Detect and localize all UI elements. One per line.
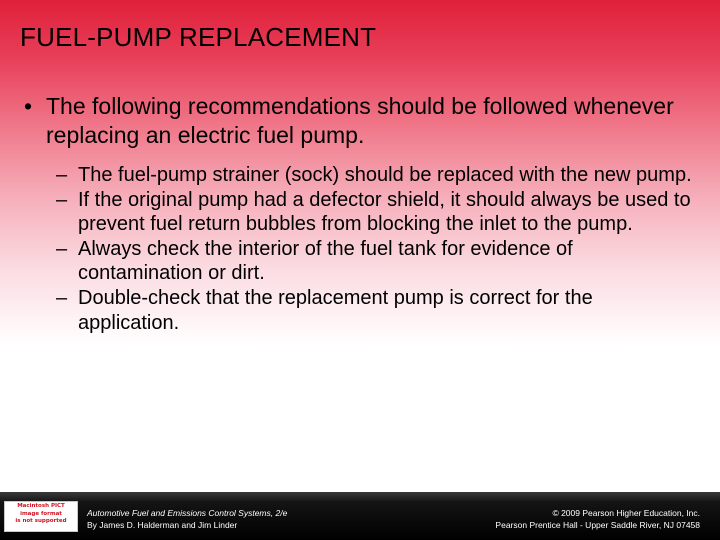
dash-marker: –	[56, 164, 68, 186]
placeholder-text-line: is not supported	[15, 518, 67, 524]
footer-bar	[0, 492, 720, 540]
unsupported-image-placeholder	[4, 501, 78, 532]
main-bullet	[24, 92, 694, 150]
publisher-line: Pearson Prentice Hall - Upper Saddle River, NJ 07458	[495, 520, 700, 530]
sub-bullet-list	[56, 163, 698, 335]
book-authors: By James D. Halderman and Jim Linder	[87, 520, 238, 530]
sub-bullet-item	[56, 163, 698, 188]
sub-bullet-item	[56, 188, 698, 237]
copyright-line: © 2009 Pearson Higher Education, Inc.	[552, 508, 700, 518]
dash-marker: –	[56, 237, 68, 260]
footer-copyright	[495, 507, 700, 531]
sub-bullet-text: Double-check that the replacement pump is correct for the application.	[78, 286, 593, 334]
main-bullet-text: The following recommendations should be followed whenever replacing an electric fuel pump.	[46, 93, 674, 148]
footer-book-info	[87, 507, 287, 531]
sub-bullet-text: The fuel-pump strainer (sock) should be replaced with the new pump.	[78, 164, 692, 186]
dash-marker: –	[56, 286, 68, 309]
sub-bullet-text: Always check the interior of the fuel tank for evidence of contamination or dirt.	[78, 237, 573, 285]
sub-bullet-item	[56, 286, 698, 335]
slide-title: FUEL-PUMP REPLACEMENT	[20, 22, 377, 52]
placeholder-text-line: Macintosh PICT	[17, 503, 65, 509]
sub-bullet-text: If the original pump had a defector shield, it should always be used to prevent fuel return bubbles from blocking the inlet to the pump.	[78, 188, 691, 236]
sub-bullet-item	[56, 237, 698, 286]
placeholder-text-line: image format	[20, 510, 62, 517]
bullet-marker: •	[24, 93, 33, 119]
dash-marker: –	[56, 188, 68, 211]
book-title: Automotive Fuel and Emissions Control Systems, 2/e	[87, 508, 288, 518]
